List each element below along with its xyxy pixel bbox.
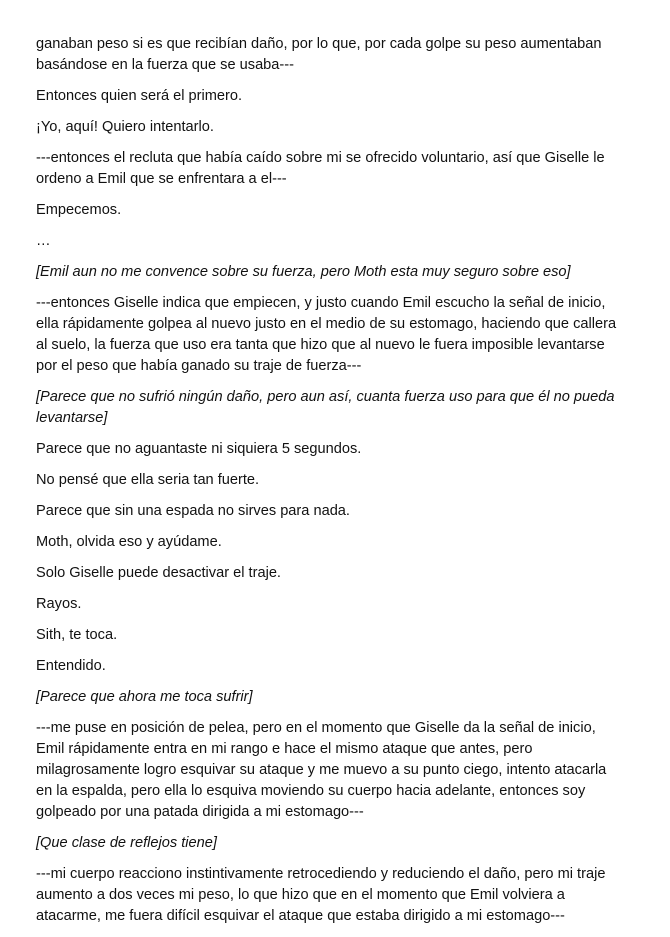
text-line: Rayos. [36, 596, 82, 612]
thought-paragraph [36, 387, 636, 429]
text-line: al suelo, la fuerza que uso era tanta que hizo que al nuevo le fuera imposible levantarse [36, 337, 605, 353]
text-line: Empecemos. [36, 202, 122, 218]
thought-paragraph [36, 262, 636, 283]
text-line: No pensé que ella seria tan fuerte. [36, 472, 260, 488]
text-line: [Que clase de reflejos tiene] [36, 835, 217, 851]
paragraph [36, 563, 636, 584]
text-line: levantarse] [36, 410, 108, 426]
thought-paragraph [36, 833, 636, 854]
paragraph [36, 656, 636, 677]
paragraph [36, 86, 636, 107]
text-line: golpeado por una patada dirigida a mi estomago--- [36, 804, 364, 820]
paragraph [36, 470, 636, 491]
text-line: en la espalda, pero ella lo esquiva moviendo su cuerpo hacia adelante, entonces soy [36, 783, 586, 799]
text-line: atacarme, me fuera difícil esquivar el ataque que estaba dirigido a mi estomago--- [36, 908, 565, 924]
text-line: [Emil aun no me convence sobre su fuerza, pero Moth esta muy seguro sobre eso] [36, 264, 571, 280]
paragraph [36, 718, 636, 823]
text-line: por el peso que había ganado su traje de fuerza--- [36, 358, 362, 374]
document-body [36, 34, 636, 937]
paragraph [36, 293, 636, 377]
paragraph [36, 34, 636, 76]
paragraph [36, 439, 636, 460]
paragraph [36, 200, 636, 221]
text-line: Parece que sin una espada no sirves para nada. [36, 503, 350, 519]
text-line: ---entonces Giselle indica que empiecen, y justo cuando Emil escucho la señal de inicio, [36, 295, 606, 311]
paragraph [36, 532, 636, 553]
text-line: [Parece que ahora me toca sufrir] [36, 689, 253, 705]
paragraph [36, 864, 636, 927]
text-line: basándose en la fuerza que se usaba--- [36, 57, 294, 73]
paragraph [36, 501, 636, 522]
paragraph [36, 231, 636, 252]
text-line: ---entonces el recluta que había caído sobre mi se ofrecido voluntario, así que Giselle le [36, 150, 605, 166]
thought-paragraph [36, 687, 636, 708]
text-line: … [36, 233, 51, 249]
text-line: Sith, te toca. [36, 627, 118, 643]
text-line: Entendido. [36, 658, 106, 674]
text-line: milagrosamente logro esquivar su ataque y me muevo a su punto ciego, intento atacarla [36, 762, 607, 778]
text-line: Parece que no aguantaste ni siquiera 5 segundos. [36, 441, 362, 457]
text-line: ---me puse en posición de pelea, pero en el momento que Giselle da la señal de inicio, [36, 720, 596, 736]
text-line: ordeno a Emil que se enfrentara a el--- [36, 171, 287, 187]
paragraph [36, 594, 636, 615]
text-line: Moth, olvida eso y ayúdame. [36, 534, 222, 550]
paragraph [36, 625, 636, 646]
paragraph [36, 148, 636, 190]
text-line: Emil rápidamente entra en mi rango e hace el mismo ataque que antes, pero [36, 741, 533, 757]
text-line: ella rápidamente golpea al nuevo justo en el medio de su estomago, haciendo que callera [36, 316, 617, 332]
text-line: ¡Yo, aquí! Quiero intentarlo. [36, 119, 214, 135]
text-line: ganaban peso si es que recibían daño, por lo que, por cada golpe su peso aumentaban [36, 36, 602, 52]
text-line: aumento a dos veces mi peso, lo que hizo que en el momento que Emil volviera a [36, 887, 565, 903]
paragraph [36, 117, 636, 138]
text-line: Solo Giselle puede desactivar el traje. [36, 565, 281, 581]
text-line: ---mi cuerpo reacciono instintivamente retrocediendo y reduciendo el daño, pero mi traje [36, 866, 606, 882]
text-line: Entonces quien será el primero. [36, 88, 243, 104]
text-line: [Parece que no sufrió ningún daño, pero aun así, cuanta fuerza uso para que él no pueda [36, 389, 615, 405]
